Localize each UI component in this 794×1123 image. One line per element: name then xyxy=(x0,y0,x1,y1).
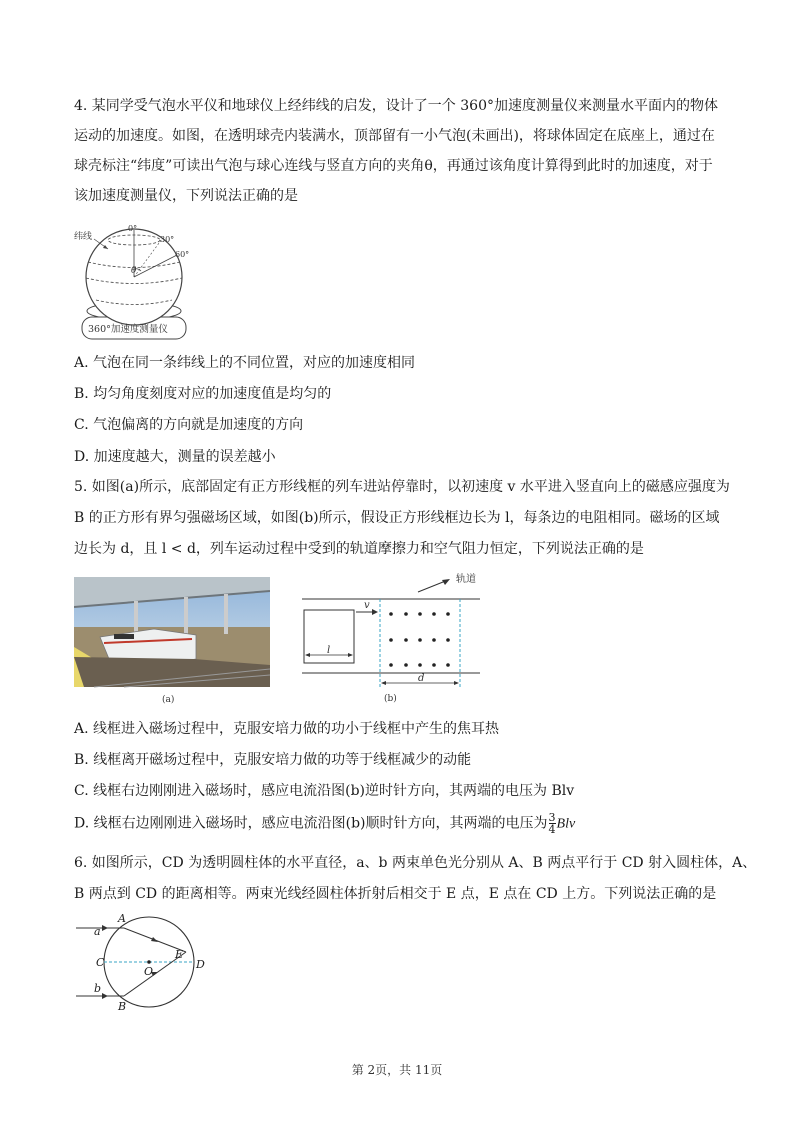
q5-option-c: C. 线框右边刚刚进入磁场时，感应电流沿图(b)逆时针方向，其两端的电压为 Blv xyxy=(74,783,575,799)
q6-label-O: O xyxy=(144,965,154,978)
q6-label-C: C xyxy=(96,956,105,969)
q5-stem-line1: 5. 如图(a)所示，底部固定有正方形线框的列车进站停靠时，以初速度 v 水平进入竖直向上的磁感应强度为 xyxy=(74,479,730,495)
q6-figure-cylinder xyxy=(74,908,214,1018)
q5-figure-b-d-label: d xyxy=(418,673,425,684)
q5-option-d-blv: Blv xyxy=(556,816,576,832)
q5-option-a: A. 线框进入磁场过程中，克服安培力做的功小于线框中产生的焦耳热 xyxy=(74,721,500,737)
q6-label-B: B xyxy=(118,1000,127,1013)
q6-stem-line2: B 两点到 CD 的距离相等。两束光线经圆柱体折射后相交于 E 点，E 点在 CD 上方。下列说法正确的是 xyxy=(74,886,717,902)
q4-label-weixian: 纬线 xyxy=(74,232,93,242)
q5-figure-b-v-label: v xyxy=(364,600,370,611)
q5-fraction-numerator: 3 xyxy=(548,811,556,824)
q6-stem-line1: 6. 如图所示，CD 为透明圆柱体的水平直径，a、b 两束单色光分别从 A、B 两点平行于 CD 射入圆柱体，A、 xyxy=(74,855,757,871)
q6-label-a: a xyxy=(94,925,101,938)
q6-label-A: A xyxy=(118,912,126,925)
q5-option-d xyxy=(74,812,575,836)
q4-base-label: 360°加速度测量仪 xyxy=(88,324,168,335)
q6-label-b: b xyxy=(94,982,102,995)
q4-label-0deg: 0° xyxy=(128,225,138,233)
page-footer: 第 2页，共 11页 xyxy=(351,1063,443,1077)
q4-label-30deg: 30° xyxy=(160,235,175,244)
q4-label-theta: θ xyxy=(131,266,137,276)
q5-figure-a-caption: (a) xyxy=(162,695,175,705)
q4-option-c: C. 气泡偏离的方向就是加速度的方向 xyxy=(74,417,304,433)
q5-option-b: B. 线框离开磁场过程中，克服安培力做的功等于线框减少的动能 xyxy=(74,752,472,768)
q6-label-E: E xyxy=(175,948,184,961)
q5-figure-b-caption: (b) xyxy=(384,694,397,704)
q5-figure-b-l-label: l xyxy=(327,645,331,656)
q6-label-D: D xyxy=(196,958,205,971)
q4-option-a: A. 气泡在同一条纬线上的不同位置，对应的加速度相同 xyxy=(74,355,416,371)
q5-fraction-denominator: 4 xyxy=(548,823,556,836)
q5-stem-line2: B 的正方形有界匀强磁场区域，如图(b)所示，假设正方形线框边长为 l，每条边的电阻相同。磁场的区域 xyxy=(74,510,720,526)
q4-label-60deg: 60° xyxy=(175,250,190,259)
q4-stem: 4. 某同学受气泡水平仪和地球仪上经纬线的启发，设计了一个 360°加速度测量仪来测量水平面内的物体运动的加速度。如图，在透明球壳内装满水，顶部留有一小气泡(未画出)，将球体固定在底座上，通过在球壳标注“纬度”可读出气泡与球心连线与竖直方向的夹角θ，再通过该角度计算得到此时的加速度，对于该加速度测量仪，下列说法正确的是 xyxy=(74,98,718,204)
q5-figure-b-track-label: 轨道 xyxy=(456,574,476,585)
q5-stem-line3: 边长为 d，且 l < d，列车运动过程中受到的轨道摩擦力和空气阻力恒定，下列说法正确的是 xyxy=(74,541,644,557)
q4-option-d: D. 加速度越大，测量的误差越小 xyxy=(74,449,276,465)
q5-figure-a-train-photo xyxy=(74,577,270,709)
q5-figure-b-magnetic-field xyxy=(300,570,490,706)
q4-option-b: B. 均匀角度刻度对应的加速度值是均匀的 xyxy=(74,386,332,402)
q5-option-d-fraction xyxy=(549,812,556,835)
q4-figure-accelerometer xyxy=(74,225,204,345)
q5-option-d-text: D. 线框右边刚刚进入磁场时，感应电流沿图(b)顺时针方向，其两端的电压为 xyxy=(74,815,548,832)
q5-field-dots xyxy=(389,612,450,667)
